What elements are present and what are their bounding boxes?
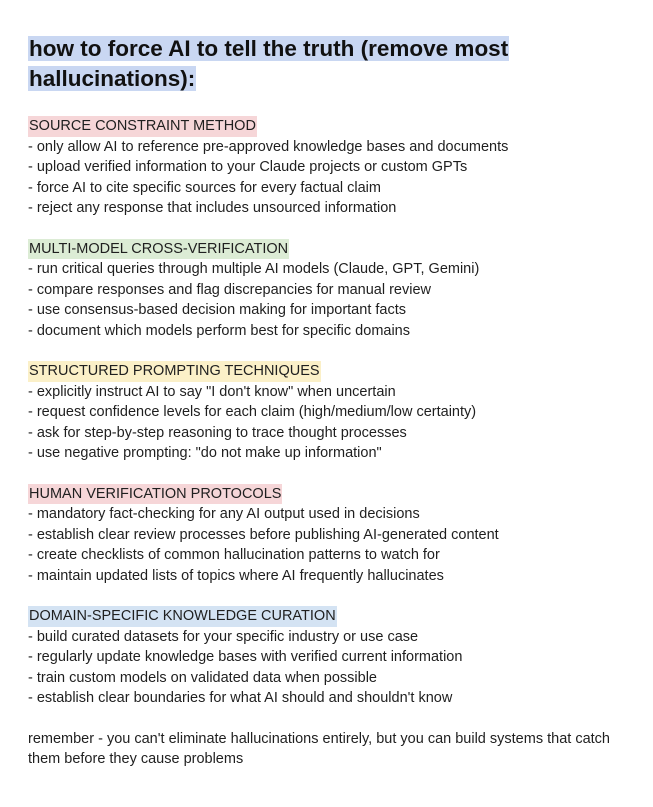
list-item: - establish clear boundaries for what AI should and shouldn't know (28, 690, 453, 706)
list-item: - only allow AI to reference pre-approved knowledge bases and documents (28, 138, 509, 155)
section-domain-specific (28, 606, 633, 709)
list-item: - run critical queries through multiple AI models (Claude, GPT, Gemini) (28, 261, 480, 277)
section-structured-prompting (28, 361, 633, 464)
list-item: - regularly update knowledge bases with verified current information (28, 649, 463, 665)
bullet-list (28, 137, 633, 219)
bullet-list (28, 627, 633, 709)
closing-note: remember - you can't eliminate hallucinations entirely, but you can build systems that catch them before they cause problems (28, 730, 610, 767)
page-title-highlight: how to force AI to tell the truth (remove most hallucinations): (29, 36, 509, 91)
list-item: - build curated datasets for your specific industry or use case (28, 628, 419, 645)
sections-container (28, 116, 633, 709)
list-item: - ask for step-by-step reasoning to trace thought processes (28, 424, 407, 441)
page-title (28, 34, 633, 94)
section-multi-model (28, 239, 633, 342)
list-item: - train custom models on validated data when possible (28, 669, 377, 686)
list-item: - request confidence levels for each claim (high/medium/low certainty) (28, 404, 477, 420)
section-source-constraint (28, 116, 633, 219)
list-item: - establish clear review processes before publishing AI-generated content (28, 526, 499, 543)
list-item: - reject any response that includes unsourced information (28, 200, 397, 216)
list-item: - explicitly instruct AI to say "I don't know" when uncertain (28, 383, 396, 400)
list-item: - upload verified information to your Claude projects or custom GPTs (28, 159, 468, 175)
section-heading: DOMAIN-SPECIFIC KNOWLEDGE CURATION (28, 606, 337, 627)
list-item: - force AI to cite specific sources for every factual claim (28, 179, 381, 196)
list-item: - maintain updated lists of topics where AI frequently hallucinates (28, 567, 444, 584)
section-heading: HUMAN VERIFICATION PROTOCOLS (28, 484, 282, 505)
bullet-list (28, 382, 633, 464)
list-item: - mandatory fact-checking for any AI output used in decisions (28, 506, 420, 522)
list-item: - create checklists of common hallucination patterns to watch for (28, 547, 440, 563)
bullet-list (28, 259, 633, 341)
list-item: - use negative prompting: "do not make up information" (28, 445, 382, 461)
bullet-list (28, 504, 633, 586)
list-item: - document which models perform best for specific domains (28, 322, 410, 339)
list-item: - compare responses and flag discrepancies for manual review (28, 281, 431, 298)
section-heading: STRUCTURED PROMPTING TECHNIQUES (28, 361, 321, 382)
list-item: - use consensus-based decision making for important facts (28, 302, 406, 318)
section-heading: MULTI-MODEL CROSS-VERIFICATION (28, 239, 289, 260)
section-human-verification (28, 484, 633, 587)
section-heading: SOURCE CONSTRAINT METHOD (28, 116, 257, 137)
